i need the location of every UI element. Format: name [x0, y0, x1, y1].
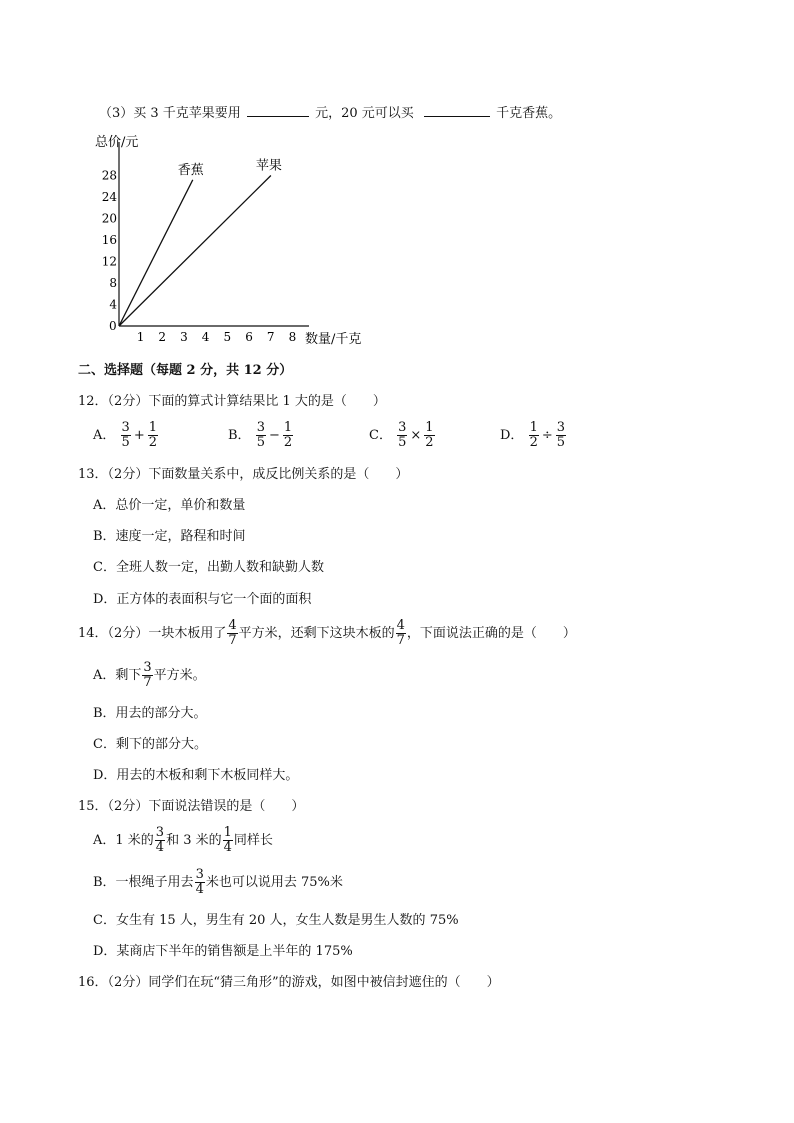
y-tick-labels	[102, 169, 118, 312]
q12-option-a[interactable]	[93, 421, 159, 451]
q11-part3-line	[99, 104, 561, 122]
option-text: A．1 米的	[93, 833, 154, 848]
fraction: $\frac{3}{4}$	[155, 825, 165, 855]
fraction: $\frac{1}{2}$	[148, 420, 157, 450]
series-lines	[119, 176, 271, 327]
x-tick-label: 5	[223, 330, 232, 344]
option-text: A．剩下	[93, 668, 142, 683]
series-line-1	[119, 176, 271, 327]
q15-option-d[interactable]: D．某商店下半年的销售额是上半年的 175%	[93, 944, 353, 959]
y-tick-label: 16	[101, 233, 117, 247]
operator: −	[268, 428, 280, 443]
option-text: B．一根绳子用去	[93, 875, 194, 890]
option-label: D．	[500, 428, 524, 443]
fraction: $\frac{1}{2}$	[529, 420, 538, 450]
q14-option-b[interactable]: B．用去的部分大。	[93, 706, 207, 721]
y-tick-label: 12	[101, 254, 117, 269]
q13-option-a[interactable]: A．总价一定，单价和数量	[93, 498, 246, 513]
q14-option-c[interactable]: C．剩下的部分大。	[93, 737, 207, 752]
series-label: 香蕉	[177, 162, 204, 178]
y-axis-label: 总价/元	[95, 135, 139, 150]
x-tick-label: 2	[158, 330, 167, 344]
q15-option-b[interactable]	[93, 868, 343, 898]
operator: +	[133, 428, 145, 443]
series-line-0	[119, 180, 193, 326]
y-tick-label: 4	[109, 297, 117, 312]
section-title: 二、选择题（每题 2 分，共 12 分）	[78, 363, 293, 378]
y-tick-label: 20	[101, 211, 117, 226]
y-tick-label: 28	[101, 168, 117, 183]
q13-stem: 13．（2分）下面数量关系中，成反比例关系的是（ ）	[78, 467, 409, 482]
x-tick-label: 6	[245, 330, 253, 344]
origin-label: 0	[109, 319, 117, 333]
q15-option-c[interactable]: C．女生有 15 人，男生有 20 人，女生人数是男生人数的 75%	[93, 913, 459, 928]
q11-part3-suffix: 千克香蕉。	[496, 106, 562, 121]
fraction: $\frac{4}{7}$	[396, 618, 405, 648]
x-tick-label: 3	[180, 330, 188, 344]
answer-blank-2[interactable]	[424, 104, 490, 117]
option-text: 和 3 米的	[166, 833, 222, 848]
option-label: A．	[93, 428, 116, 443]
fraction: $\frac{1}{4}$	[223, 825, 232, 855]
q14-option-a[interactable]	[93, 661, 206, 691]
fraction: $\frac{3}{5}$	[398, 420, 407, 450]
fraction: $\frac{1}{2}$	[283, 420, 293, 450]
x-tick-labels	[137, 330, 297, 344]
option-label: B．	[228, 428, 251, 443]
q11-part3-mid: 元，20 元可以买	[315, 106, 414, 121]
option-text: 平方米。	[153, 668, 206, 683]
fraction: $\frac{3}{5}$	[256, 420, 265, 450]
fraction: $\frac{3}{7}$	[143, 660, 152, 690]
q15-stem: 15．（2分）下面说法错误的是（ ）	[78, 799, 305, 814]
q12-option-d[interactable]	[500, 421, 567, 451]
y-tick-label: 24	[101, 190, 117, 204]
q14-stem-part: ，下面说法正确的是（ ）	[406, 626, 576, 641]
x-tick-label: 1	[136, 330, 145, 344]
q14-stem-part: 平方米，还剩下这块木板的	[238, 626, 395, 641]
series-label: 苹果	[255, 158, 282, 174]
option-text: 米也可以说用去 75%米	[205, 875, 343, 890]
x-tick-label: 4	[201, 330, 210, 344]
operator: ×	[410, 428, 422, 443]
q13-option-d[interactable]: D．正方体的表面积与它一个面的面积	[93, 592, 312, 607]
y-tick-label: 8	[109, 276, 117, 290]
series-labels	[178, 159, 282, 178]
q11-part3-prefix: （3）买 3 千克苹果要用	[99, 106, 241, 121]
x-axis-label: 数量/千克	[305, 332, 362, 347]
q12-option-c[interactable]	[369, 421, 436, 451]
q13-option-b[interactable]: B．速度一定，路程和时间	[93, 529, 246, 544]
answer-blank-1[interactable]	[247, 104, 309, 117]
option-label: C．	[369, 428, 392, 443]
q13-option-c[interactable]: C．全班人数一定，出勤人数和缺勤人数	[93, 560, 324, 575]
q14-option-d[interactable]: D．用去的木板和剩下木板同样大。	[93, 768, 299, 783]
price-quantity-chart	[80, 128, 380, 348]
q12-stem: 12．（2分）下面的算式计算结果比 1 大的是（ ）	[78, 394, 386, 409]
fraction: $\frac{4}{7}$	[228, 618, 237, 648]
fraction: $\frac{3}{4}$	[195, 867, 204, 897]
q12-option-b[interactable]	[228, 421, 294, 451]
operator: ÷	[541, 428, 553, 443]
q15-option-a[interactable]	[93, 826, 273, 856]
fraction: $\frac{1}{2}$	[425, 420, 434, 450]
x-tick-label: 7	[266, 330, 275, 344]
fraction: $\frac{3}{5}$	[121, 420, 130, 450]
fraction: $\frac{3}{5}$	[556, 420, 566, 450]
x-tick-label: 8	[288, 330, 297, 344]
q14-stem	[78, 619, 576, 649]
q16-stem: 16．（2分）同学们在玩“猜三角形”的游戏，如图中被信封遮住的（ ）	[78, 975, 500, 990]
option-text: 同样长	[233, 833, 273, 848]
q14-stem-part: 14．（2分）一块木板用了	[78, 626, 227, 641]
